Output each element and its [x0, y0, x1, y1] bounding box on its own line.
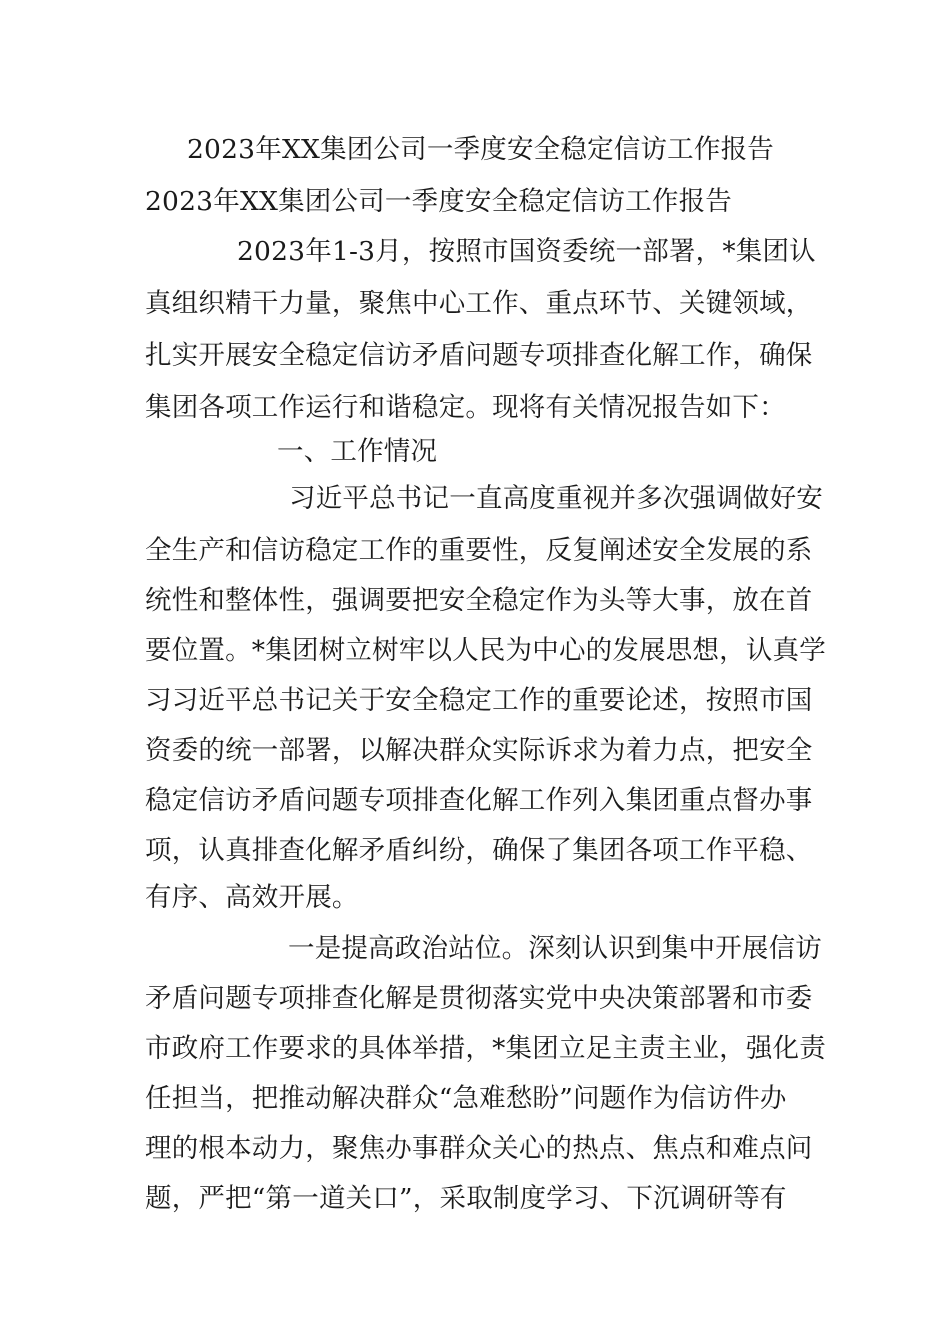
paragraph-1-line-2: 真组织精干力量，聚焦中心工作、重点环节、关键领域，	[145, 288, 813, 319]
paragraph-3-line-5: 理的根本动力，聚焦办事群众关心的热点、焦点和难点问	[145, 1133, 813, 1164]
paragraph-3-line-4: 任担当，把推动解决群众“急难愁盼”问题作为信访件办	[145, 1083, 787, 1114]
paragraph-3-line-2: 矛盾问题专项排查化解是贯彻落实党中央决策部署和市委	[145, 983, 813, 1014]
paragraph-1-line-4: 集团各项工作运行和谐稳定。现将有关情况报告如下：	[145, 392, 786, 423]
paragraph-2-line-5: 习习近平总书记关于安全稳定工作的重要论述，按照市国	[145, 685, 813, 716]
paragraph-2-line-7: 稳定信访矛盾问题专项排查化解工作列入集团重点督办事	[145, 785, 813, 816]
paragraph-2-line-9: 有序、高效开展。	[145, 882, 359, 913]
paragraph-2-line-3: 统性和整体性，强调要把安全稳定作为头等大事，放在首	[145, 585, 813, 616]
paragraph-3-line-1: 一是提高政治站位。深刻认识到集中开展信访	[288, 933, 822, 964]
paragraph-3-line-6: 题，严把“第一道关口”，采取制度学习、下沉调研等有	[145, 1183, 787, 1214]
paragraph-1-line-3: 扎实开展安全稳定信访矛盾问题专项排查化解工作，确保	[145, 340, 813, 371]
paragraph-2-line-4: 要位置。*集团树立树牢以人民为中心的发展思想，认真学	[145, 635, 826, 666]
paragraph-1-line-1: 2023年1-3月，按照市国资委统一部署，*集团认	[237, 236, 816, 267]
paragraph-2-line-6: 资委的统一部署，以解决群众实际诉求为着力点，把安全	[145, 735, 813, 766]
document-title: 2023年XX集团公司一季度安全稳定信访工作报告	[187, 134, 774, 165]
section-heading: 一、工作情况	[277, 436, 438, 467]
paragraph-2-line-2: 全生产和信访稳定工作的重要性，反复阐述安全发展的系	[145, 535, 813, 566]
paragraph-3-line-3: 市政府工作要求的具体举措，*集团立足主责主业，强化责	[145, 1033, 826, 1064]
paragraph-2-line-8: 项，认真排查化解矛盾纠纷，确保了集团各项工作平稳、	[145, 835, 813, 866]
paragraph-2-line-1: 习近平总书记一直高度重视并多次强调做好安	[289, 483, 823, 514]
document-title-repeat: 2023年XX集团公司一季度安全稳定信访工作报告	[145, 186, 732, 217]
